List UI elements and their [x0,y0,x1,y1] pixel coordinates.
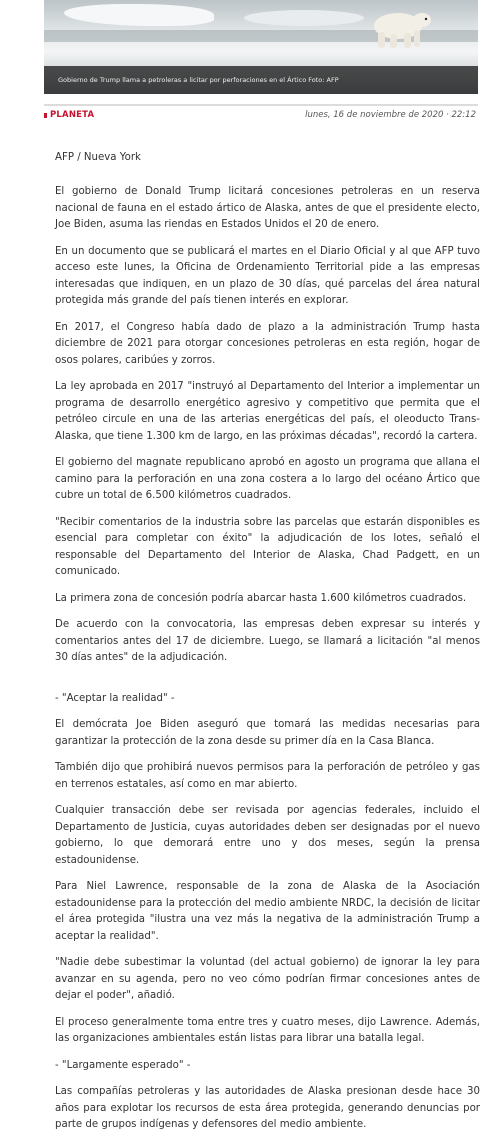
article-body [55,152,480,1134]
spacer [55,677,480,691]
paragraph: "Nadie debe subestimar la voluntad (del actual gobierno) de ignorar la ley para avanzar en su agenda, pero no veo cómo podrían firmar concesiones antes de dejar el poder", añadió. [55,957,480,1001]
ice-floe [244,10,364,26]
byline: AFP / Nueva York [55,152,141,163]
paragraph: La primera zona de concesión podría abarcar hasta 1.600 kilómetros cuadrados. [55,592,467,604]
paragraph: En un documento que se publicará el martes en el Diario Oficial y al que AFP tuvo acceso este lunes, la Oficina de Ordenamiento Territorial pide a las empresas interesadas que indiquen, en un plazo de 30 días, qué parcelas del área natural protegida más grande del país tienen interés en explorar. [55,245,480,306]
subheading: - "Largamente esperado" - [55,1059,191,1071]
publish-date: lunes, 16 de noviembre de 2020 · 22:12 [305,110,476,120]
paragraph: Para Niel Lawrence, responsable de la zona de Alaska de la Asociación estadounidense para la protección del medio ambiente NRDC, la decisión de licitar el área protegida "ilustra una vez más la negativa de la administración Trump a aceptar la realidad". [55,881,480,942]
paragraph: El proceso generalmente toma entre tres y cuatro meses, dijo Lawrence. Además, las organizaciones ambientales están listas para librar una batalla legal. [55,1016,480,1044]
paragraph: En 2017, el Congreso había dado de plazo a la administración Trump hasta diciembre de 2021 para otorgar concesiones petroleras en esta región, hogar de osos polares, caribúes y zorros. [55,321,480,366]
section-marker [44,113,47,118]
paragraph: Cualquier transacción debe ser revisada por agencias federales, incluido el Departamento de Justicia, cuyas autoridades deben ser designadas por el nuevo gobierno, lo que demorará entre uno y dos meses, según la prensa estadounidense. [55,805,480,866]
paragraph: Las compañías petroleras y las autoridades de Alaska presionan desde hace 30 años para explotar los recursos de esta área protegida, generando denuncias por parte de grupos indígenas y defensores del medio ambiente. [55,1086,480,1130]
photo-caption: Gobierno de Trump llama a petroleras a licitar por perforaciones en el Ártico Foto: AFP [44,66,478,94]
paragraph: El demócrata Joe Biden aseguró que tomará las medidas necesarias para garantizar la protección de la zona desde su primer día en la Casa Blanca. [55,719,480,747]
subheading: - "Aceptar la realidad" - [55,692,175,704]
article-meta [44,104,478,124]
paragraph: La ley aprobada en 2017 "instruyó al Departamento del Interior a implementar un programa de desarrollo energético agresivo y competitivo que permita que el petróleo circule en una de las arterias energéticas del país, el oleoducto Trans-Alaska, que tiene 1.300 km de largo, en las próximas décadas", recordó la cartera. [55,381,480,442]
article-photo[interactable] [44,0,478,94]
ice-floe [64,4,214,26]
paragraph: De acuerdo con la convocatoria, las empresas deben expresar su interés y comentarios antes del 17 de diciembre. Luego, se llamará a licitación "al menos 30 días antes" de la adjudicación. [55,619,480,663]
paragraph: El gobierno del magnate republicano aprobó en agosto un programa que allana el camino para la perforación en una zona costera a lo largo del océano Ártico que cubre un total de 6.500 kilómetros cuadrados. [55,457,480,501]
paragraph: También dijo que prohibirá nuevos permisos para la perforación de petróleo y gas en terrenos estatales, así como en mar abierto. [55,762,480,790]
paragraph: El gobierno de Donald Trump licitará concesiones petroleras en un reserva nacional de fauna en el estado ártico de Alaska, antes de que el presidente electo, Joe Biden, asuma las riendas en Estados Unidos el 20 de enero. [55,186,480,230]
polar-bear-image [360,4,432,52]
paragraph: "Recibir comentarios de la industria sobre las parcelas que estarán disponibles es esencial para completar con éxito" la adjudicación de los lotes, señaló el responsable del Departamento del Interior de Alaska, Chad Padgett, en un comunicado. [55,516,480,577]
section-label[interactable]: PLANETA [50,110,95,120]
